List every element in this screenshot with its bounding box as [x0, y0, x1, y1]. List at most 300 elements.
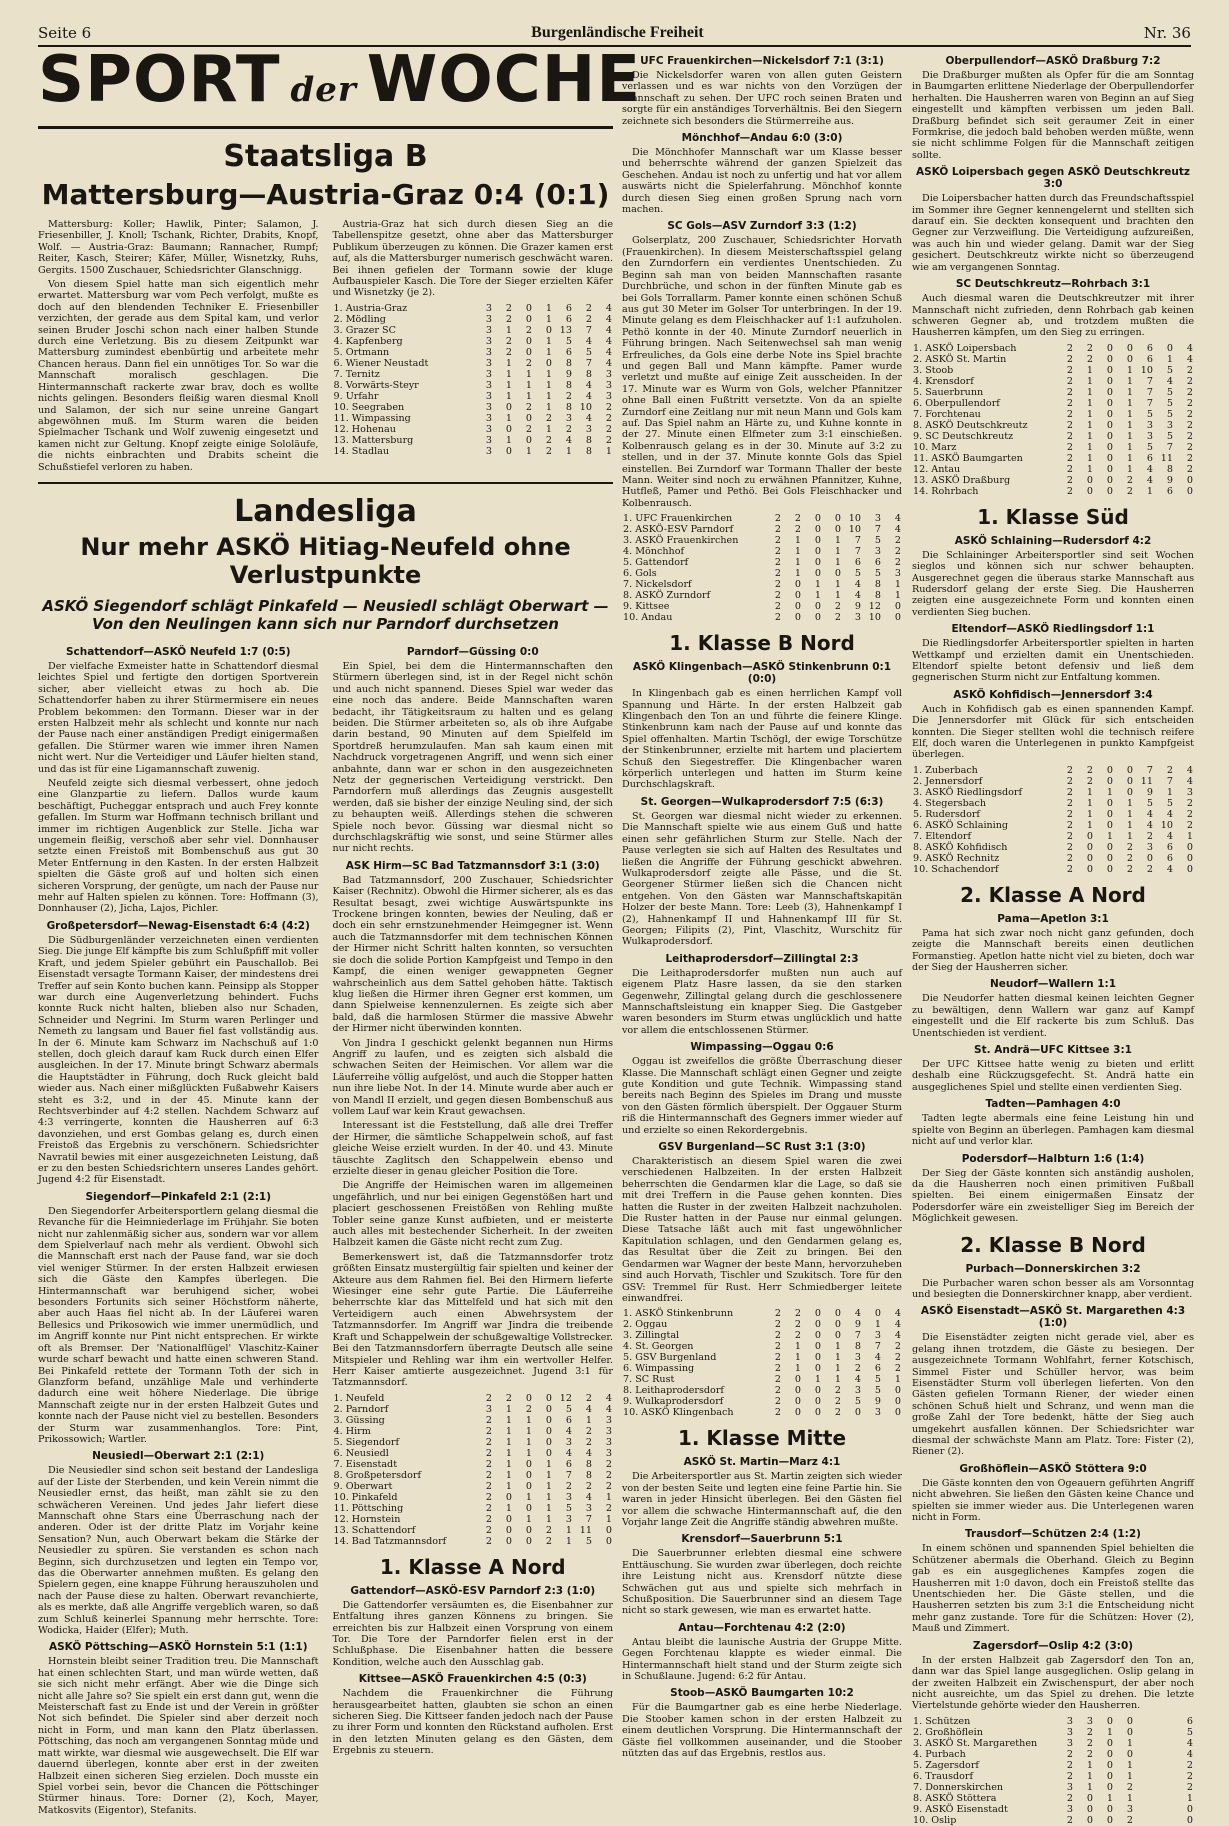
stat-cell: 0	[1086, 485, 1093, 497]
stat-cell: 1	[834, 546, 841, 558]
team-name: 6. Oberpullendorf	[913, 397, 1000, 409]
team-name: 3. ASKÖ St. Margarethen	[913, 1737, 1038, 1749]
table-row	[912, 1716, 1194, 1727]
stat-cell: 1	[505, 1480, 512, 1492]
game-text: Für die Baumgartner gab es eine herbe Niederlage. Die Stoober kamen schon in der ersten Halbzeit zu einem deutlichen Vorsprung. Die Hintermannschaft der Gäste fiel vollkommen auseinander, und die Stoober nützten das auf das Ergebnis, restlos aus.	[622, 1702, 902, 1760]
stat-cell: 0	[605, 1524, 612, 1536]
stat-cell: 7	[874, 524, 881, 536]
table-row	[333, 325, 614, 336]
table-row	[622, 1341, 902, 1352]
stat-cell: 1	[1126, 1792, 1133, 1804]
team-name: 3. Stoob	[913, 364, 954, 376]
stat-cell: 2	[774, 1385, 781, 1397]
stat-cell: 2	[585, 1436, 592, 1448]
table-row	[912, 820, 1194, 831]
team-name: 9. Kittsee	[623, 601, 670, 613]
stat-cell: 3	[585, 423, 592, 435]
stat-cell: 3	[565, 412, 572, 424]
stat-cell: 2	[1066, 485, 1073, 497]
stat-cell: 6	[1146, 342, 1153, 354]
table-row	[622, 1385, 902, 1396]
stat-cell: 1	[1106, 1792, 1113, 1804]
game-heading: Zagersdorf—Oslip 4:2 (3:0)	[972, 1639, 1134, 1652]
team-name: 10. ASKÖ Klingenbach	[623, 1407, 734, 1419]
team-name: 8. Großpetersdorf	[333, 1469, 422, 1481]
stat-cell: 0	[814, 535, 821, 547]
stat-cell: 0	[1126, 764, 1133, 776]
table-row	[912, 1771, 1194, 1782]
stat-cell: 8	[854, 1341, 861, 1353]
stat-cell: 1	[1126, 1737, 1133, 1749]
team-name: 3. Grazer SC	[333, 324, 396, 336]
page-number: Seite 6	[38, 24, 92, 42]
stat-cell: 5	[565, 1502, 572, 1514]
team-name: 6. Wimpassing	[623, 1363, 695, 1375]
stat-cell: 0	[525, 1458, 532, 1470]
stat-cell: 1	[545, 423, 552, 435]
stat-cell: 1	[505, 1447, 512, 1459]
stat-cell: 1	[1086, 386, 1093, 398]
stat-cell: 3	[605, 390, 612, 402]
landesliga-article	[38, 641, 613, 1819]
stat-cell: 0	[814, 1363, 821, 1375]
table-row	[912, 1760, 1194, 1771]
stat-cell: 2	[1086, 775, 1093, 787]
stat-cell	[1134, 1793, 1154, 1804]
stat-cell: 1	[1126, 386, 1133, 398]
stat-cell: 2	[485, 1513, 492, 1525]
stat-cell: 0	[1106, 1759, 1113, 1771]
stat-cell: 1	[545, 346, 552, 358]
stat-cell: 2	[1066, 808, 1073, 820]
game-text: Auch in Kohfidisch gab es einen spannenden Kampf. Die Jennersdorfer mit Glück für sich entscheiden konnten. Die Sieger stellten wohl die technisch reifere Elf, doch waren die Unterlegenen in punkto Kampfgeist überlegen.	[912, 703, 1194, 761]
stat-cell: 0	[1106, 1737, 1113, 1749]
game-text: Nachdem die Frauenkirchner die Führung herausgearbeitet hatten, glaubten sie schon an einen sicheren Sieg. Die Kittseer fanden jedoch nach der Pause zu ihrer Form und konnten den Rückstand aufholen. Erst in den letzten Minuten gelang es den Gästen, dem Ergebnis zu steuern.	[332, 1688, 613, 1757]
stat-cell: 4	[605, 1392, 612, 1404]
stat-cell: 1	[1086, 430, 1093, 442]
game-heading: Krensdorf—Sauerbrunn 5:1	[681, 1533, 843, 1546]
stat-cell: 0	[1166, 342, 1173, 354]
stat-cell: 2	[774, 612, 781, 624]
game-text: Den Siegendorfer Arbeitersportlern gelang diesmal die Revanche für die Heimniederlage im Frühjahr. Sie boten nicht nur zahlenmäßig sicher aus, sondern war vor allem dem Spielverlauf nach mehr als verdient. Obwohl sich die Mannschaft erst nach der Pause fand, war sie doch viel weniger Stürmer. In der ersten Halbzeit erwiesen sich die Gäste den Kampfes überlegen. Die Hintermannschaft war beruhigend sicher, wobei besonders Fortunits sich seiner Höchstform näherte, aber auch Haas fiel nicht ab. In der Läuferei waren Bellesics und Prikosowich wie immer unermüdlich, und im Angriff konnte nur Pint nicht entsprechen. Er wirkte oft als Bremser. Der 'Nationalflügel' Vlaschitz-Kainer wurde scharf bewacht und hatte einen schweren Stand. Bei Pinkafeld rettete der Tormann Toth der sich in Glanzform befand, unzählige Male und verhinderte dadurch eine weit höhere Niederlage. Die übrige Mannschaft zeigte nur in der ersten Halbzeit Gutes und konnte nach der Pause nicht viel zu bestellen. Besonders der Sturm war zusammenhanglos. Tore: Pint, Prikossowich; Wartler.	[38, 1205, 319, 1445]
team-name: 5. Ortmann	[333, 346, 390, 358]
stat-cell: 6	[1166, 852, 1173, 864]
stat-cell: 2	[1126, 485, 1133, 497]
game-text: Neufeld zeigte sich diesmal verbessert, ohne jedoch eine Glanzpartie zu liefern. Dallos wurde kaum beschäftigt, Pucheggar entsprach und auch Frey konnte gefallen. Im Sturm war Hoffmann technisch brillant und immer im richtigen Augenblick zur Stelle. Jicha war ungemein fleißig, verschoß aber sehr viel. Donnhauser setzte einen Freistoß mit Bombenschuß aus gut 30 Meter Entfernung in den Kasten. In der ersten Halbzeit spielten die Gäste groß auf und holten sich einen sicheren Vorsprung, der genügte, um nach der Pause nur mehr auf Halten spielen zu können. Tore: Hoffmann (3), Donnhauser (2), Jicha, Lajos, Pichler.	[38, 778, 319, 915]
team-name: 8. Vorwärts-Steyr	[333, 379, 419, 391]
stat-cell: 3	[1186, 786, 1193, 798]
stat-cell: 5	[1146, 797, 1153, 809]
stat-cell: 2	[485, 1535, 492, 1547]
stat-cell: 2	[1066, 441, 1073, 453]
stat-cell: 10	[1160, 819, 1173, 831]
stat-cell: 1	[1106, 830, 1113, 842]
stat-cell: 3	[1066, 1715, 1073, 1727]
stat-cell: 1	[1146, 485, 1153, 497]
stat-cell: 3	[1146, 430, 1153, 442]
stat-cell: 2	[1066, 353, 1073, 365]
sport-der-woche-masthead: SPORT der WOCHE	[38, 50, 613, 129]
stat-cell: 4	[585, 335, 592, 347]
stat-cell: 2	[585, 1480, 592, 1492]
stat-cell: 1	[1166, 786, 1173, 798]
game-heading: Oberpullendorf—ASKÖ Draßburg 7:2	[945, 55, 1161, 67]
game-heading: Wimpassing—Oggau 0:6	[690, 1041, 834, 1054]
game-text: Bemerkenswert ist, daß die Tatzmannsdorfer trotz größten Einsatz mustergültig fair spielten und keiner der Akteure aus dem Rahmen fiel. Bei den Hirmern lieferte Wiesinger eine sehr gute Partie. Die Läuferreihe beherrschte klar das Mittelfeld und hat sich mit den Verteidigern auch einen Abwehrsystem der Tatzmannsdorfer. Im Angriff war Jindra die treibende Kraft und Schappelwein der schußgewaltige Vollstrecker. Bei den Tatzmannsdorfern überragte Deutsch alle seine Mitspieler und Rehling war ihm ein wertvoller Helfer. Herr Kaiser amtierte ausgezeichnet. Jugend 3:1 für Tatzmannsdorf.	[332, 1251, 613, 1389]
stat-cell: 1	[894, 590, 901, 602]
stat-cell: 0	[1106, 775, 1113, 787]
stat-cell	[1154, 1749, 1174, 1760]
team-name: 7. Eltendorf	[913, 830, 972, 842]
stat-cell: 4	[1166, 863, 1173, 875]
stat-cell: 2	[774, 601, 781, 613]
game-text: Die Neusiedler sind schon seit bestand der Landesliga auf der Liste der Sterbenden, und kein Verein nimmt die Neusiedler ernst, das heißt, man zählt sie zu den schwächeren Vereinen. Und jedes Jahr liefert diese Mannschaft ohne Stars eine Überraschung nach der anderen. Oder ist der dritte Platz im Vorjahr keine Sensation? Nun, auch Oberwart bekam die Stärke der Neusiedler zu spüren. Sie verstanden es schon nach Beginn, sich durchzusetzen und legten ein Tempo vor, das die Oberwarter annehmen mußten. Es gelang den Spielern gegen, eine knappe Führung herauszuholen und nach der Pause diese zu halten. Oberwart revanchierte, als es merkte, daß alle Angriffe vergeblich waren, so daß zum Schluß keinerlei Spannung mehr herrschte. Tore: Wodicka, Haider (Elfer); Muth.	[38, 1465, 319, 1637]
team-name: 5. Sauerbrunn	[913, 386, 984, 398]
stat-cell: 3	[565, 1513, 572, 1525]
stat-cell: 0	[545, 1403, 552, 1415]
stat-cell: 4	[1166, 830, 1173, 842]
stat-cell: 0	[525, 412, 532, 424]
stat-cell: 2	[1066, 841, 1073, 853]
stat-cell: 1	[545, 1458, 552, 1470]
team-name: 7. SC Rust	[623, 1374, 675, 1386]
stat-cell: 2	[525, 423, 532, 435]
stat-cell: 0	[545, 1414, 552, 1426]
staatsliga-table	[333, 303, 614, 457]
stat-cell: 7	[1166, 775, 1173, 787]
table-row	[622, 535, 902, 546]
stat-cell: 1	[505, 1425, 512, 1437]
stat-cell: 2	[565, 1480, 572, 1492]
stat-cell: 5	[1166, 364, 1173, 376]
stat-cell: 2	[605, 1480, 612, 1492]
stat-cell: 7	[1146, 764, 1153, 776]
stat-cell: 2	[545, 1524, 552, 1536]
stat-cell: 2	[505, 346, 512, 358]
stat-cell: 8	[565, 379, 572, 391]
stat-cell: 6	[1146, 353, 1153, 365]
stat-cell: 1	[834, 535, 841, 547]
game-text: St. Georgen war diesmal nicht wieder zu erkennen. Die Mannschaft spielte wie aus einem Guß und hatte einen sehr gefährlichen Sturm zur Stelle. Nach der Pause verlegten sie sich auf Halten des Resultates und ließen die Angriffe der Führung geschickt abwehren. Wulkaprodersdorf zeigte alle Pässe, und die St. Georgener Stürmer ließen sich die Chancen nicht entgehen. Von den Gästen war Mannschaftskapitän Holzer der beste Mann. Tore: Leeb (3), Hahnenkampf I (2), Hahnenkampf II und Hahnenkampf III für St. Georgen; Filipits (2), Pint, Vlaschitz, Wurschitz für Wulkaprodersdorf.	[622, 810, 902, 948]
team-name: 13. ASKÖ Draßburg	[913, 474, 1011, 486]
game-heading: Antau—Forchtenau 4:2 (2:0)	[678, 1621, 846, 1634]
stat-cell: 4	[565, 1447, 572, 1459]
stat-cell: 2	[1066, 463, 1073, 475]
table-row	[622, 1374, 902, 1385]
stat-cell: 1	[605, 445, 612, 457]
team-name: 9. Oberwart	[333, 1480, 393, 1492]
table-row	[622, 1396, 902, 1407]
stat-cell: 7	[874, 1341, 881, 1353]
stat-cell: 3	[1126, 1803, 1133, 1815]
game-heading: Trausdorf—Schützen 2:4 (1:2)	[965, 1528, 1141, 1541]
stat-cell: 1	[1086, 441, 1093, 453]
stat-cell: 0	[1126, 1715, 1133, 1727]
stat-cell: 2	[1066, 764, 1073, 776]
stat-cell: 8	[874, 579, 881, 591]
table-row	[622, 601, 902, 612]
game-text: Die Arbeitersportler aus St. Martin zeigten sich wieder von der besten Seite und legten eine feine Partie hin. Sie waren in jeder Hinsicht überlegen. Bei den Gästen fiel vor allem die schwache Hintermannschaft auf, die den Vorjahr lange Zeit die Angriffe ständig abwehren mußte.	[622, 1471, 902, 1528]
stat-cell: 9	[874, 1396, 881, 1408]
stat-cell: 5	[585, 1535, 592, 1547]
stat-cell: 0	[505, 1524, 512, 1536]
stat-cell: 3	[1066, 1737, 1073, 1749]
stat-cell: 1	[1126, 419, 1133, 431]
stat-cell: 1	[1086, 408, 1093, 420]
stat-cell: 1	[545, 1480, 552, 1492]
game-text: Charakteristisch an diesem Spiel waren die zwei verschiedenen Halbzeiten. In der ersten Halbzeit beherrschten die Gendarmen klar die Lage, so daß sie mit drei Treffern in die Pause gehen konnten. Dies hatten die Ruster in der zweiten Halbzeit nachzuholen. Die Ruster hatten in der Pause nur einmal gelungen. Diese Tatsache läßt auch mit fast ungewöhnlicher Kapitulation schlagen, und den Gendarmen gelang es, das Resultat über die Zeit zu bringen. Bei den Gendarmen war Wagner der beste Mann, hervorzuheben sind auch Horvath, Tischler und Szukitsch. Tore für den GSV: Tremmel für Rust. Herr Schmiedberger leitete einwandfrei.	[622, 1156, 902, 1304]
stat-cell: 1	[1126, 430, 1133, 442]
stat-cell: 0	[505, 1491, 512, 1503]
team-name: 10. Schachendorf	[913, 863, 999, 875]
stat-cell: 0	[1106, 408, 1113, 420]
stat-cell: 1	[834, 1374, 841, 1386]
stat-cell: 0	[525, 434, 532, 446]
team-name: 3. Güssing	[333, 1414, 385, 1426]
table-row	[333, 347, 614, 358]
stat-cell: 1	[834, 1352, 841, 1364]
table-row	[912, 831, 1194, 842]
game-heading: Mönchhof—Andau 6:0 (3:0)	[681, 132, 843, 145]
stat-cell: 4	[894, 1330, 901, 1342]
stat-cell: 2	[774, 1374, 781, 1386]
team-name: 1. ASKÖ Stinkenbrunn	[623, 1308, 734, 1320]
stat-cell: 1	[525, 1513, 532, 1525]
stat-cell: 6	[565, 1414, 572, 1426]
table-row	[912, 442, 1194, 453]
klasse-mitte-heading: 1. Klasse Mitte	[677, 1426, 847, 1451]
team-name: 2. Oggau	[623, 1319, 668, 1331]
table-row	[912, 376, 1194, 387]
table-row	[333, 1459, 614, 1470]
game-heading: ASKÖ St. Martin—Marz 4:1	[683, 1456, 841, 1469]
stat-cell: 2	[794, 524, 801, 536]
stat-cell: 5	[585, 346, 592, 358]
stat-cell: 0	[1106, 1803, 1113, 1815]
stat-cell: 1	[814, 590, 821, 602]
stat-cell: 2	[1066, 797, 1073, 809]
stat-cell: 0	[814, 1308, 821, 1320]
stat-cell: 0	[814, 1330, 821, 1342]
stat-cell: 2	[774, 579, 781, 591]
stat-cell: 1	[505, 357, 512, 369]
stat-cell	[1134, 1782, 1154, 1793]
stat-cell: 3	[485, 423, 492, 435]
stat-cell: 0	[1186, 485, 1193, 497]
stat-cell: 2	[505, 313, 512, 325]
table-row	[912, 798, 1194, 809]
game-heading: Purbach—Donnerskirchen 3:2	[965, 1262, 1141, 1275]
stat-cell: 4	[1146, 474, 1153, 486]
game-text: Die Riedlingsdorfer Arbeitersportler spielten in harten Wettkampf und erzielten damit ein Unentschieden. Eltendorf spielte betont defensiv und ließ dem gegnerischen Sturm nicht zur Entfaltung kommen.	[912, 638, 1194, 684]
stat-cell: 0	[525, 302, 532, 314]
stat-cell: 7	[585, 1513, 592, 1525]
stat-cell: 12	[868, 601, 881, 613]
table-row	[912, 787, 1194, 798]
stat-cell: 2	[1086, 353, 1093, 365]
team-name: 4. Mönchhof	[623, 546, 685, 558]
table-row	[622, 557, 902, 568]
game-text: Auch diesmal waren die Deutschkreutzer mit ihrer Mannschaft nicht zufrieden, denn Rohrbach gab keinen schweren Gegner ab, und trotzdem mußten die Hausherren kämpfen, um den Sieg zu erringen.	[912, 293, 1194, 339]
stat-cell: 0	[1106, 797, 1113, 809]
stat-cell: 6	[565, 1458, 572, 1470]
stat-cell: 1	[794, 535, 801, 547]
table-row	[912, 1727, 1194, 1738]
stat-cell: 2	[605, 434, 612, 446]
stat-cell: 2	[834, 601, 841, 613]
stat-cell: 1	[794, 1341, 801, 1353]
stat-cell: 4	[894, 524, 901, 536]
team-name: 10. Oslip	[913, 1814, 957, 1826]
table-row	[912, 453, 1194, 464]
stat-cell	[1134, 1738, 1154, 1749]
table-row	[333, 1415, 614, 1426]
team-name: 9. Wulkaprodersdorf	[623, 1396, 724, 1408]
table-row	[333, 446, 614, 457]
stat-cell: 2	[894, 546, 901, 558]
stat-cell: 8	[874, 590, 881, 602]
table-row	[622, 1352, 902, 1363]
stat-cell: 1	[834, 590, 841, 602]
stat-cell: 3	[485, 335, 492, 347]
game-text: Der vielfache Exmeister hatte in Schattendorf diesmal leichtes Spiel und fertigte den dortigen Sportverein sicher, aber vielleicht etwas zu hoch ab. Die Schattendorfer haben zu ihrer Stürmermisere ein neues Problem bekommen: den Tormann. Dieser war in der ersten Halbzeit mehr als schlecht und konnte nur nach der Pause nach einer anständigen Predigt einigermaßen gefallen. Die Stürmer waren wie immer ihren Namen nicht wert. Nur die Verteidiger und Läufer hielten stand, und das ist für eine Ligamannschaft zuwenig.	[38, 660, 319, 775]
stat-cell: 4	[605, 335, 612, 347]
stat-cell: 0	[834, 513, 841, 525]
stat-cell: 2	[1066, 452, 1073, 464]
klasse-mitte-table	[912, 343, 1194, 497]
stat-cell: 5	[874, 1374, 881, 1386]
stat-cell: 2	[774, 546, 781, 558]
stat-cell: 6	[565, 313, 572, 325]
stat-cell: 0	[525, 1469, 532, 1481]
stat-cell: 0	[1106, 463, 1113, 475]
stat-cell: 8	[565, 401, 572, 413]
stat-cell: 2	[1066, 386, 1073, 398]
stat-cell: 0	[794, 590, 801, 602]
stat-cell: 0	[814, 1407, 821, 1419]
stat-cell: 1	[505, 1436, 512, 1448]
stat-cell: 4	[605, 302, 612, 314]
stat-cell: 3	[894, 568, 901, 580]
stat-cell: 1	[1086, 397, 1093, 409]
stat-cell: 0	[525, 1480, 532, 1492]
stat-cell: 0	[1086, 1814, 1093, 1826]
stat-cell: 4	[585, 390, 592, 402]
stat-cell: 2	[485, 1414, 492, 1426]
stat-cell: 4	[1186, 342, 1193, 354]
stat-cell: 2	[1066, 830, 1073, 842]
stat-cell: 0	[814, 1352, 821, 1364]
stat-cell: 1	[525, 368, 532, 380]
table-row	[912, 1782, 1194, 1793]
stat-cell: 1	[1086, 1781, 1093, 1793]
stat-cell: 2	[1126, 1814, 1133, 1826]
stat-cell: 11	[1140, 775, 1153, 787]
stat-cell: 0	[1086, 863, 1093, 875]
team-name: 5. Zagersdorf	[913, 1759, 979, 1771]
stat-cell: 2	[1086, 764, 1093, 776]
stat-cell: 2	[1066, 375, 1073, 387]
stat-cell: 0	[525, 1502, 532, 1514]
stat-cell: 1	[874, 1319, 881, 1331]
stat-cell: 0	[1106, 397, 1113, 409]
stat-cell: 1	[525, 379, 532, 391]
stat-cell: 0	[525, 313, 532, 325]
stat-cell: 4	[585, 1491, 592, 1503]
klasse-b-nord-table	[622, 1308, 902, 1418]
klasse-2b-nord-table	[912, 1716, 1194, 1826]
stat-cell: 0	[1126, 786, 1133, 798]
stat-cell: 2	[1186, 808, 1193, 820]
table-row	[912, 475, 1194, 486]
stat-cell: 1	[1126, 463, 1133, 475]
stat-cell: 1	[505, 379, 512, 391]
team-name: 8. ASKÖ Deutschkreutz	[913, 419, 1028, 431]
team-name: 4. Purbach	[913, 1748, 966, 1760]
stat-cell: 1	[545, 313, 552, 325]
stat-cell: 4	[585, 379, 592, 391]
stat-cell: 2	[1186, 1759, 1193, 1771]
stat-cell: 2	[1126, 852, 1133, 864]
stat-cell: 4	[585, 412, 592, 424]
stat-cell: 0	[814, 513, 821, 525]
stat-cell	[1134, 1815, 1154, 1826]
stat-cell: 2	[794, 513, 801, 525]
stat-cell: 2	[1126, 474, 1133, 486]
stat-cell: 0	[854, 1407, 861, 1419]
stat-cell: 2	[1186, 463, 1193, 475]
stat-cell: 1	[834, 557, 841, 569]
stat-cell: 1	[1086, 808, 1093, 820]
stat-cell: 0	[1086, 1792, 1093, 1804]
stat-cell: 3	[485, 313, 492, 325]
team-name: 10. Seegraben	[333, 401, 405, 413]
stat-cell: 2	[774, 535, 781, 547]
stat-cell	[1154, 1815, 1174, 1826]
game-heading: Eltendorf—ASKÖ Riedlingsdorf 1:1	[951, 623, 1155, 636]
stat-cell: 0	[1106, 808, 1113, 820]
stat-cell: 2	[1186, 397, 1193, 409]
stat-cell: 2	[1066, 819, 1073, 831]
game-heading: St. Andrä—UFC Kittsee 3:1	[974, 1044, 1132, 1057]
stat-cell: 2	[894, 1363, 901, 1375]
stat-cell: 3	[485, 1403, 492, 1415]
stat-cell: 0	[1126, 1748, 1133, 1760]
stat-cell: 1	[1126, 808, 1133, 820]
stat-cell: 7	[854, 546, 861, 558]
stat-cell: 4	[894, 513, 901, 525]
stat-cell: 4	[585, 1447, 592, 1459]
stat-cell: 2	[1066, 1748, 1073, 1760]
table-row	[333, 402, 614, 413]
stat-cell: 1	[1086, 463, 1093, 475]
stat-cell: 0	[545, 324, 552, 336]
stat-cell: 4	[1146, 463, 1153, 475]
game-text: Ein Spiel, bei dem die Hintermannschaften den Stürmern überlegen sind, ist in der Regel nicht schön und auch nicht spannend. Dieses Spiel war weder das eine noch das andere. Beide Mannschaften waren bedacht, ihr Tätigkeitsraum zu halten und es gelang beiden. Die Stürmer arbeiteten so, als ob ihre Aufgabe darin bestand, 90 Minuten auf dem Spielfeld im Sportdreß herumzulaufen. Man sah kaum einen mit Nachdruck vorgetragenen Angriff, und wenn sich einer anbahnte, dann war er schon in den ausgezeichneten Netz der gegnerischen Verteidigung verstrickt. Den Parndorfern muß allerdings das Zeugnis ausgestellt werden, daß sie bisher der einzige Neuling sind, der sich zu behaupten weiß. Allerdings stehen die schweren Spiele noch bevor. Güssing war diesmal nicht so durchschlagskräftig wie sonst, und seine Stürmer alles nur nicht rechts.	[332, 660, 613, 855]
stat-cell: 1	[1126, 441, 1133, 453]
team-name: 11. ASKÖ Baumgarten	[913, 452, 1023, 464]
game-heading: ASKÖ Pöttsching—ASKÖ Hornstein 5:1 (1:1)	[48, 1641, 308, 1654]
stat-cell: 4	[605, 1403, 612, 1415]
stat-cell: 1	[814, 1374, 821, 1386]
stat-cell: 0	[1106, 863, 1113, 875]
stat-cell: 2	[1066, 852, 1073, 864]
stat-cell: 0	[1126, 775, 1133, 787]
team-name: 1. Schützen	[913, 1715, 971, 1727]
stat-cell: 1	[1086, 786, 1093, 798]
stat-cell: 1	[1086, 364, 1093, 376]
stat-cell: 2	[545, 1535, 552, 1547]
